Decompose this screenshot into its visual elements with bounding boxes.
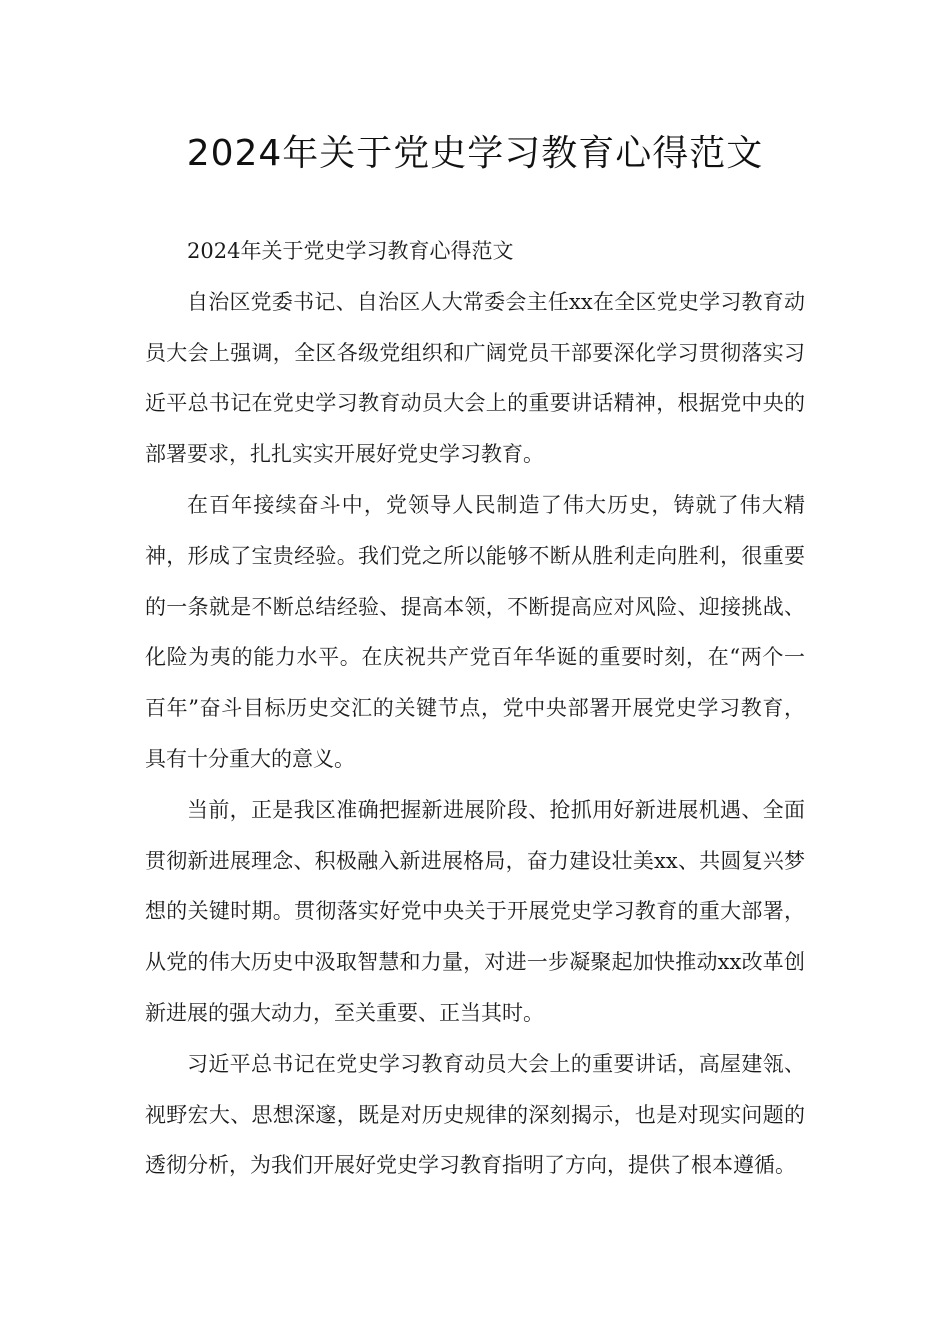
paragraph: 在百年接续奋斗中，党领导人民制造了伟大历史，铸就了伟大精神，形成了宝贵经验。我们党之所以能够不断从胜利走向胜利，很重要的一条就是不断总结经验、提高本领，不断提高应对风险、迎接挑战、化险为夷的能力水平。在庆祝共产党百年华诞的重要时刻，在“两个一百年”奋斗目标历史交汇的关键节点，党中央部署开展党史学习教育，具有十分重大的意义。	[145, 492, 805, 771]
document-body	[145, 226, 805, 1191]
document-title: 2024年关于党史学习教育心得范文	[186, 133, 764, 174]
paragraph: 当前，正是我区准确把握新进展阶段、抢抓用好新进展机遇、全面贯彻新进展理念、积极融入新进展格局，奋力建设壮美xx、共圆复兴梦想的关键时期。贯彻落实好党中央关于开展党史学习教育的重大部署，从党的伟大历史中汲取智慧和力量，对进一步凝聚起加快推动xx改革创新进展的强大动力，至关重要、正当其时。	[145, 797, 805, 1025]
paragraph: 习近平总书记在党史学习教育动员大会上的重要讲话，高屋建瓴、视野宏大、思想深邃，既是对历史规律的深刻揭示，也是对现实问题的透彻分析，为我们开展好党史学习教育指明了方向，提供了根本遵循。	[145, 1051, 805, 1178]
paragraph: 自治区党委书记、自治区人大常委会主任xx在全区党史学习教育动员大会上强调，全区各级党组织和广阔党员干部要深化学习贯彻落实习近平总书记在党史学习教育动员大会上的重要讲话精神，根据党中央的部署要求，扎扎实实开展好党史学习教育。	[145, 289, 805, 467]
paragraph-subtitle: 2024年关于党史学习教育心得范文	[187, 239, 514, 263]
